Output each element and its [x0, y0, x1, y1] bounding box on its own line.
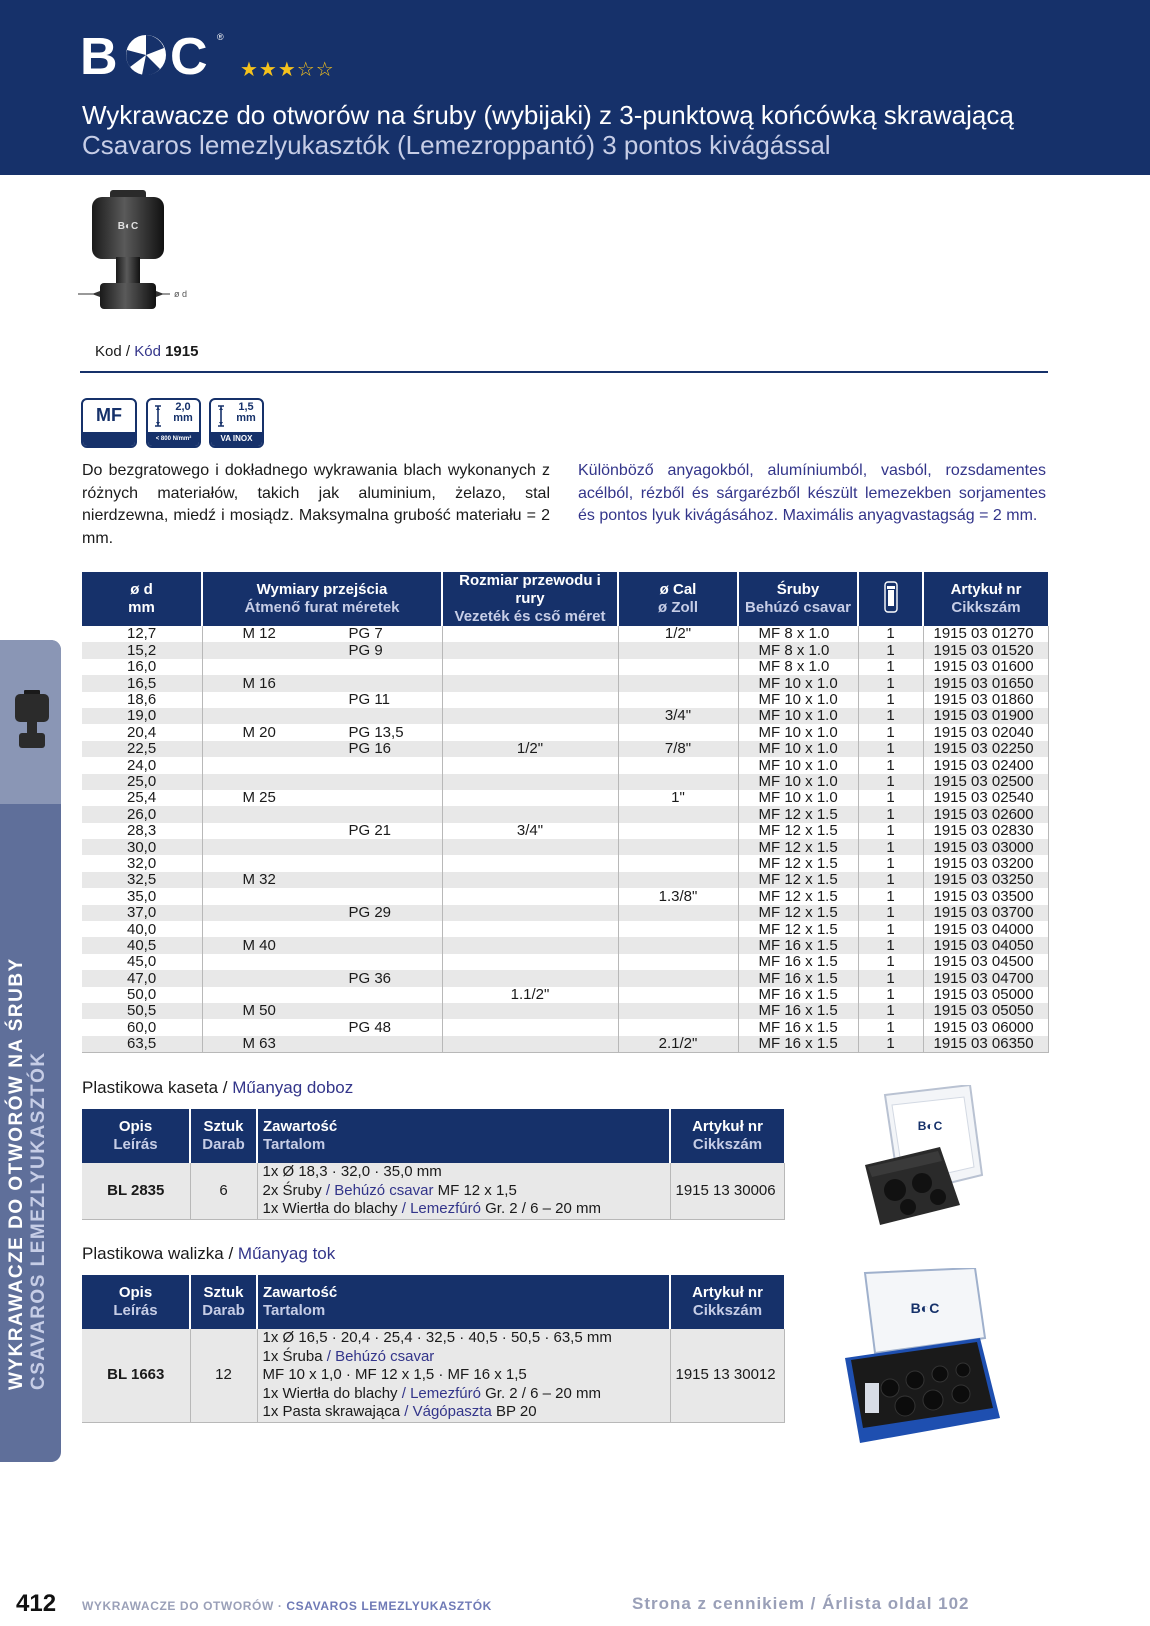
- cell-conduit-size: 1.1/2": [442, 987, 618, 1003]
- cell-dimensions: [202, 1019, 442, 1035]
- cell-screw: MF 10 x 1.0: [738, 790, 858, 806]
- table-row: [82, 905, 1048, 921]
- table-row: [82, 1036, 1048, 1052]
- cell-screw: MF 12 x 1.5: [738, 872, 858, 888]
- cell-article: 1915 03 02040: [923, 724, 1048, 740]
- cell-article: 1915 03 01860: [923, 692, 1048, 708]
- svg-text:B: B: [80, 30, 118, 78]
- cell-quantity: 1: [858, 987, 923, 1003]
- diameter-label: ø d: [174, 289, 188, 299]
- cell-pg: PG 7: [348, 626, 383, 643]
- cell-dimensions: [202, 855, 442, 871]
- cell-conduit-size: [442, 757, 618, 773]
- col-article: Artykuł nr Cikkszám: [923, 572, 1048, 626]
- cell-inch: [618, 692, 738, 708]
- mf-thread-badge: MF: [81, 398, 137, 448]
- cell-dimensions: [202, 905, 442, 921]
- cell-dimensions: [202, 839, 442, 855]
- cell-diameter: 18,6: [82, 692, 202, 708]
- cell-metric: [243, 692, 349, 707]
- table-row: [82, 872, 1048, 888]
- table-row: [82, 921, 1048, 937]
- cell-diameter: 26,0: [82, 806, 202, 822]
- cell-metric: M 25: [242, 789, 276, 807]
- cell-inch: [618, 970, 738, 986]
- cell-diameter: 25,0: [82, 774, 202, 790]
- cell-dimensions: [202, 692, 442, 708]
- cell-diameter: 35,0: [82, 888, 202, 904]
- cell-dimensions: [202, 987, 442, 1003]
- col-sztuk: Sztuk Darab: [190, 1109, 257, 1163]
- footer-category: WYKRAWACZE DO OTWORÓW · CSAVAROS LEMEZLYUKASZTÓK: [82, 1599, 492, 1613]
- cell-diameter: 15,2: [82, 642, 202, 658]
- cell-dimensions: [202, 626, 442, 642]
- svg-text:B◐C: B◐C: [917, 1119, 943, 1133]
- cell-screw: MF 10 x 1.0: [738, 757, 858, 773]
- col-zawartosc: Zawartość Tartalom: [257, 1275, 670, 1329]
- cell-inch: [618, 1003, 738, 1019]
- cell-quantity: 1: [858, 724, 923, 740]
- cell-pg: PG 11: [348, 691, 390, 708]
- cell-dimensions: [202, 708, 442, 724]
- cell-conduit-size: [442, 855, 618, 871]
- cell-diameter: 50,0: [82, 987, 202, 1003]
- cell-screw: MF 12 x 1.5: [738, 839, 858, 855]
- cell-dimensions: [202, 806, 442, 822]
- col-artykul: Artykuł nr Cikkszám: [670, 1109, 784, 1163]
- cell-conduit-size: [442, 954, 618, 970]
- svg-text:C: C: [170, 30, 208, 78]
- cell-inch: 2.1/2": [618, 1036, 738, 1052]
- description-pl: Do bezgratowego i dokładnego wykrawania blach wykonanych z różnych materiałów, takich jak aluminium, żelazo, stal nierdzewna, miedź i mosiądz. Maksymalna grubość materiału = 2 mm.: [82, 462, 550, 547]
- rating-stars: ★★★☆☆: [240, 59, 335, 81]
- cell-diameter: 32,5: [82, 872, 202, 888]
- cell-screw: MF 16 x 1.5: [738, 1003, 858, 1019]
- cell-metric: [243, 643, 349, 658]
- cell-dimensions: [202, 642, 442, 658]
- cell-dimensions: [202, 872, 442, 888]
- cell-screw: MF 8 x 1.0: [738, 626, 858, 642]
- cell-diameter: 45,0: [82, 954, 202, 970]
- cell-quantity: 1: [858, 937, 923, 953]
- cell-metric: M 12: [242, 626, 276, 643]
- cell-dimensions: [202, 741, 442, 757]
- col-opis: Opis Leírás: [82, 1275, 190, 1329]
- cell-diameter: 50,5: [82, 1003, 202, 1019]
- cell-diameter: 37,0: [82, 905, 202, 921]
- cell-conduit-size: [442, 921, 618, 937]
- cell-article: 1915 03 02540: [923, 790, 1048, 806]
- col-artykul: Artykuł nr Cikkszám: [670, 1275, 784, 1329]
- cell-conduit-size: [442, 1036, 618, 1052]
- cell-screw: MF 10 x 1.0: [738, 692, 858, 708]
- col-zawartosc: Zawartość Tartalom: [257, 1109, 670, 1163]
- cell-dimensions: [202, 970, 442, 986]
- product-table: [82, 572, 1049, 1053]
- table-row: [82, 987, 1048, 1003]
- cell-dimensions: [202, 954, 442, 970]
- cell-metric: [243, 971, 349, 986]
- cell-inch: [618, 921, 738, 937]
- cell-dimensions: [202, 659, 442, 675]
- col-sztuk: Sztuk Darab: [190, 1275, 257, 1329]
- cell-metric: [243, 1020, 349, 1035]
- cell-screw: MF 10 x 1.0: [738, 741, 858, 757]
- table-row: [82, 823, 1048, 839]
- table-row: [82, 937, 1048, 953]
- table-row: [82, 724, 1048, 740]
- cell-metric: [243, 823, 349, 838]
- cell-quantity: 1: [858, 675, 923, 691]
- cell-article: 1915 03 03500: [923, 888, 1048, 904]
- cell-screw: MF 8 x 1.0: [738, 642, 858, 658]
- cell-screw: MF 10 x 1.0: [738, 675, 858, 691]
- cell-article: 1915 03 04000: [923, 921, 1048, 937]
- thickness-steel-badge: 2,0 mm < 800 N/mm²: [146, 398, 201, 448]
- cell-diameter: 16,5: [82, 675, 202, 691]
- cell-conduit-size: [442, 724, 618, 740]
- table-row: [82, 839, 1048, 855]
- table-row: [82, 692, 1048, 708]
- cell-quantity: 1: [858, 1036, 923, 1052]
- cell-inch: [618, 987, 738, 1003]
- cell-dimensions: [202, 888, 442, 904]
- divider: [80, 371, 1048, 373]
- cell-metric: M 32: [242, 871, 276, 889]
- cell-inch: 7/8": [618, 741, 738, 757]
- cell-diameter: 60,0: [82, 1019, 202, 1035]
- product-code: Kod / Kód 1915: [95, 343, 199, 360]
- description-hu: Különböző anyagokból, alumíniumból, vasból, rozsdamentes acélból, rézből és sárgarézből készült lemezekben sorjamentes és pontos lyuk kivágásához. Maximális anyagvastagság = 2 mm.: [578, 462, 1046, 524]
- table-row: [82, 1019, 1048, 1035]
- col-quantity: [858, 572, 923, 626]
- cell-metric: M 40: [242, 937, 276, 954]
- cell-article: 1915 03 03200: [923, 855, 1048, 871]
- cell-inch: [618, 839, 738, 855]
- cell-conduit-size: [442, 806, 618, 822]
- cell-metric: [243, 741, 349, 756]
- table-row: [82, 855, 1048, 871]
- cell-metric: M 16: [242, 675, 276, 692]
- cell-article: 1915 03 06350: [923, 1036, 1048, 1052]
- cell-quantity: 1: [858, 872, 923, 888]
- cell-article: 1915 03 02400: [923, 757, 1048, 773]
- punch-product-image: [78, 185, 208, 330]
- table-row: [82, 954, 1048, 970]
- cell-article: 1915 03 01900: [923, 708, 1048, 724]
- cell-inch: [618, 806, 738, 822]
- cell-article: 1915 03 04500: [923, 954, 1048, 970]
- cell-pg: PG 13,5: [348, 724, 404, 741]
- cell-metric: M 50: [242, 1002, 276, 1020]
- thickness-icon: [217, 404, 225, 428]
- cell-screw: MF 12 x 1.5: [738, 823, 858, 839]
- cell-inch: [618, 937, 738, 953]
- cell-inch: 1/2": [618, 626, 738, 642]
- side-tab-label: WYKRAWACZE DO OTWORÓW NA ŚRUBY CSAVAROS LEMEZLYUKASZTÓK: [6, 957, 49, 1390]
- table-row: [82, 708, 1048, 724]
- cell-article: 1915 03 06000: [923, 1019, 1048, 1035]
- cell-article: 1915 03 02500: [923, 774, 1048, 790]
- cell-inch: [618, 1019, 738, 1035]
- cell-conduit-size: [442, 659, 618, 675]
- cell-diameter: 63,5: [82, 1036, 202, 1052]
- table-row: [82, 774, 1048, 790]
- cell-screw: MF 16 x 1.5: [738, 987, 858, 1003]
- cell-screw: MF 16 x 1.5: [738, 1036, 858, 1052]
- cell-diameter: 19,0: [82, 708, 202, 724]
- cell-diameter: 28,3: [82, 823, 202, 839]
- table-header-row: [82, 1275, 784, 1329]
- cell-diameter: 32,0: [82, 855, 202, 871]
- cell-conduit-size: 3/4": [442, 823, 618, 839]
- cell-dimensions: [202, 921, 442, 937]
- cell-inch: 1.3/8": [618, 888, 738, 904]
- cell-conduit-size: [442, 774, 618, 790]
- col-diameter: ø d mm: [82, 572, 202, 626]
- cell-inch: [618, 823, 738, 839]
- col-opis: Opis Leírás: [82, 1109, 190, 1163]
- cell-dimensions: [202, 1003, 442, 1019]
- cell-screw: MF 12 x 1.5: [738, 888, 858, 904]
- cell-conduit-size: [442, 692, 618, 708]
- cell-pg: PG 21: [348, 822, 392, 840]
- cell-quantity: 1: [858, 888, 923, 904]
- table-header-row: [82, 572, 1048, 626]
- cell-conduit-size: [442, 872, 618, 888]
- col-inch: ø Cal ø Zoll: [618, 572, 738, 626]
- cell-quantity: 1: [858, 708, 923, 724]
- cell-quantity: 1: [858, 774, 923, 790]
- table-row: [82, 888, 1048, 904]
- cell-screw: MF 16 x 1.5: [738, 954, 858, 970]
- cell-quantity: 1: [858, 790, 923, 806]
- plastic-case-image: [860, 1085, 990, 1225]
- cell-article: 1915 03 01600: [923, 659, 1048, 675]
- cell-article: 1915 03 02830: [923, 823, 1048, 839]
- cell-screw: MF 10 x 1.0: [738, 724, 858, 740]
- cell-quantity: 1: [858, 626, 923, 642]
- cell-conduit-size: [442, 708, 618, 724]
- cell-diameter: 25,4: [82, 790, 202, 806]
- case-opis: BL 2835: [82, 1163, 190, 1219]
- cell-pg: PG 36: [348, 970, 392, 987]
- cell-inch: [618, 872, 738, 888]
- cell-diameter: 24,0: [82, 757, 202, 773]
- cell-inch: 3/4": [618, 708, 738, 724]
- cell-pg: PG 48: [348, 1019, 392, 1036]
- cell-metric: [243, 905, 349, 920]
- cell-inch: [618, 642, 738, 658]
- cell-conduit-size: [442, 675, 618, 691]
- footer-price-page: Strona z cennikiem / Árlista oldal 102: [632, 1594, 970, 1613]
- cell-conduit-size: [442, 839, 618, 855]
- cell-conduit-size: [442, 905, 618, 921]
- cell-dimensions: [202, 937, 442, 953]
- suitcase-article: 1915 13 30012: [670, 1329, 784, 1422]
- cell-screw: MF 16 x 1.5: [738, 1019, 858, 1035]
- cell-diameter: 16,0: [82, 659, 202, 675]
- table-row: [82, 806, 1048, 822]
- cell-metric: M 63: [242, 1035, 276, 1052]
- cell-inch: [618, 855, 738, 871]
- cell-inch: [618, 675, 738, 691]
- cell-quantity: 1: [858, 954, 923, 970]
- cell-quantity: 1: [858, 659, 923, 675]
- col-conduit-size: Rozmiar przewodu i rury Vezeték és cső méret: [442, 572, 618, 626]
- table-row: [82, 1003, 1048, 1019]
- cell-screw: MF 8 x 1.0: [738, 659, 858, 675]
- cell-quantity: 1: [858, 921, 923, 937]
- cell-screw: MF 16 x 1.5: [738, 970, 858, 986]
- cell-diameter: 47,0: [82, 970, 202, 986]
- suitcase-sztuk: 12: [190, 1329, 257, 1422]
- cell-article: 1915 03 05000: [923, 987, 1048, 1003]
- plastic-suitcase-image: [845, 1268, 1005, 1443]
- cell-quantity: 1: [858, 642, 923, 658]
- cell-dimensions: [202, 774, 442, 790]
- col-screw: Śruby Behúzó csavar: [738, 572, 858, 626]
- thickness-icon: [154, 404, 162, 428]
- cell-inch: [618, 659, 738, 675]
- cell-article: 1915 03 04700: [923, 970, 1048, 986]
- section-title-suitcase: Plastikowa walizka / Műanyag tok: [82, 1244, 336, 1263]
- cell-screw: MF 12 x 1.5: [738, 806, 858, 822]
- cell-diameter: 22,5: [82, 741, 202, 757]
- cell-dimensions: [202, 724, 442, 740]
- cell-quantity: 1: [858, 757, 923, 773]
- cell-inch: 1": [618, 790, 738, 806]
- section-title-case: Plastikowa kaseta / Műanyag doboz: [82, 1078, 354, 1097]
- cell-conduit-size: [442, 937, 618, 953]
- case-article: 1915 13 30006: [670, 1163, 784, 1219]
- table-row: [82, 1163, 784, 1219]
- punch-icon: [12, 690, 52, 752]
- svg-text:B◐C: B◐C: [117, 221, 139, 232]
- table-row: [82, 741, 1048, 757]
- punch-set-icon: [882, 580, 900, 614]
- cell-quantity: 1: [858, 806, 923, 822]
- case-contents: 1x Ø 18,3 · 32,0 · 35,0 mm 2x Śruby / Behúzó csavar MF 12 x 1,5 1x Wiertła do blachy / Lemezfúró Gr. 2 / 6 – 20 mm: [257, 1163, 670, 1219]
- page-header: [0, 0, 1150, 175]
- thickness-inox-badge: 1,5 mm VA INOX: [209, 398, 264, 448]
- cell-article: 1915 03 01650: [923, 675, 1048, 691]
- cell-article: 1915 03 03700: [923, 905, 1048, 921]
- page-title-pl: Wykrawacze do otworów na śruby (wybijaki) z 3-punktową końcówką skrawającą: [82, 100, 1014, 130]
- suitcase-table: [82, 1275, 785, 1423]
- suitcase-contents: 1x Ø 16,5 · 20,4 · 25,4 · 32,5 · 40,5 · 50,5 · 63,5 mm 1x Śruba / Behúzó csavar MF 10 x 1,0 · MF 12 x 1,5 · MF 16 x 1,5 1x Wiertła do blachy / Lemezfúró Gr. 2 / 6 – 20 mm 1x Pasta skrawająca / Vágópaszta BP 20: [257, 1329, 670, 1422]
- case-table: [82, 1109, 785, 1220]
- cell-quantity: 1: [858, 839, 923, 855]
- cell-screw: MF 10 x 1.0: [738, 774, 858, 790]
- cell-diameter: 30,0: [82, 839, 202, 855]
- cell-article: 1915 03 01520: [923, 642, 1048, 658]
- svg-text:B◐C: B◐C: [910, 1300, 940, 1316]
- cell-article: 1915 03 02600: [923, 806, 1048, 822]
- cell-conduit-size: [442, 970, 618, 986]
- cell-inch: [618, 774, 738, 790]
- cell-quantity: 1: [858, 855, 923, 871]
- cell-article: 1915 03 02250: [923, 741, 1048, 757]
- cell-article: 1915 03 04050: [923, 937, 1048, 953]
- cell-diameter: 40,5: [82, 937, 202, 953]
- case-sztuk: 6: [190, 1163, 257, 1219]
- cell-conduit-size: [442, 626, 618, 642]
- cell-conduit-size: [442, 1003, 618, 1019]
- suitcase-opis: BL 1663: [82, 1329, 190, 1422]
- table-row: [82, 626, 1048, 642]
- cell-pg: PG 16: [348, 740, 392, 758]
- cell-diameter: 20,4: [82, 724, 202, 740]
- cell-metric: M 20: [242, 724, 276, 741]
- cell-quantity: 1: [858, 1003, 923, 1019]
- page-title-hu: Csavaros lemezlyukasztók (Lemezroppantó) 3 pontos kivágással: [82, 130, 831, 160]
- cell-conduit-size: [442, 888, 618, 904]
- cell-article: 1915 03 03000: [923, 839, 1048, 855]
- cell-dimensions: [202, 790, 442, 806]
- cell-inch: [618, 724, 738, 740]
- cell-conduit-size: [442, 642, 618, 658]
- cell-quantity: 1: [858, 1019, 923, 1035]
- cell-screw: MF 12 x 1.5: [738, 855, 858, 871]
- cell-dimensions: [202, 675, 442, 691]
- cell-dimensions: [202, 823, 442, 839]
- table-row: [82, 1329, 784, 1422]
- table-row: [82, 675, 1048, 691]
- cell-quantity: 1: [858, 741, 923, 757]
- cell-article: 1915 03 05050: [923, 1003, 1048, 1019]
- svg-text:®: ®: [217, 32, 224, 42]
- cell-pg: PG 9: [348, 642, 383, 659]
- page-number: 412: [16, 1590, 57, 1617]
- cell-quantity: 1: [858, 692, 923, 708]
- cell-inch: [618, 905, 738, 921]
- cell-article: 1915 03 03250: [923, 872, 1048, 888]
- cell-conduit-size: [442, 790, 618, 806]
- cell-conduit-size: [442, 1019, 618, 1035]
- table-row: [82, 970, 1048, 986]
- cell-inch: [618, 954, 738, 970]
- cell-diameter: 12,7: [82, 626, 202, 642]
- cell-article: 1915 03 01270: [923, 626, 1048, 642]
- cell-inch: [618, 757, 738, 773]
- cell-screw: MF 10 x 1.0: [738, 708, 858, 724]
- cell-pg: PG 29: [348, 904, 392, 922]
- cell-quantity: 1: [858, 823, 923, 839]
- cell-diameter: 40,0: [82, 921, 202, 937]
- table-row: [82, 757, 1048, 773]
- table-header-row: [82, 1109, 784, 1163]
- cell-quantity: 1: [858, 970, 923, 986]
- cell-screw: MF 12 x 1.5: [738, 905, 858, 921]
- cell-conduit-size: 1/2": [442, 741, 618, 757]
- cell-quantity: 1: [858, 905, 923, 921]
- boc-logo: [80, 30, 228, 78]
- cell-screw: MF 12 x 1.5: [738, 921, 858, 937]
- table-row: [82, 642, 1048, 658]
- cell-dimensions: [202, 757, 442, 773]
- cell-screw: MF 16 x 1.5: [738, 937, 858, 953]
- cell-dimensions: [202, 1036, 442, 1052]
- col-dimensions: Wymiary przejścia Átmenő furat méretek: [202, 572, 442, 626]
- table-row: [82, 659, 1048, 675]
- table-row: [82, 790, 1048, 806]
